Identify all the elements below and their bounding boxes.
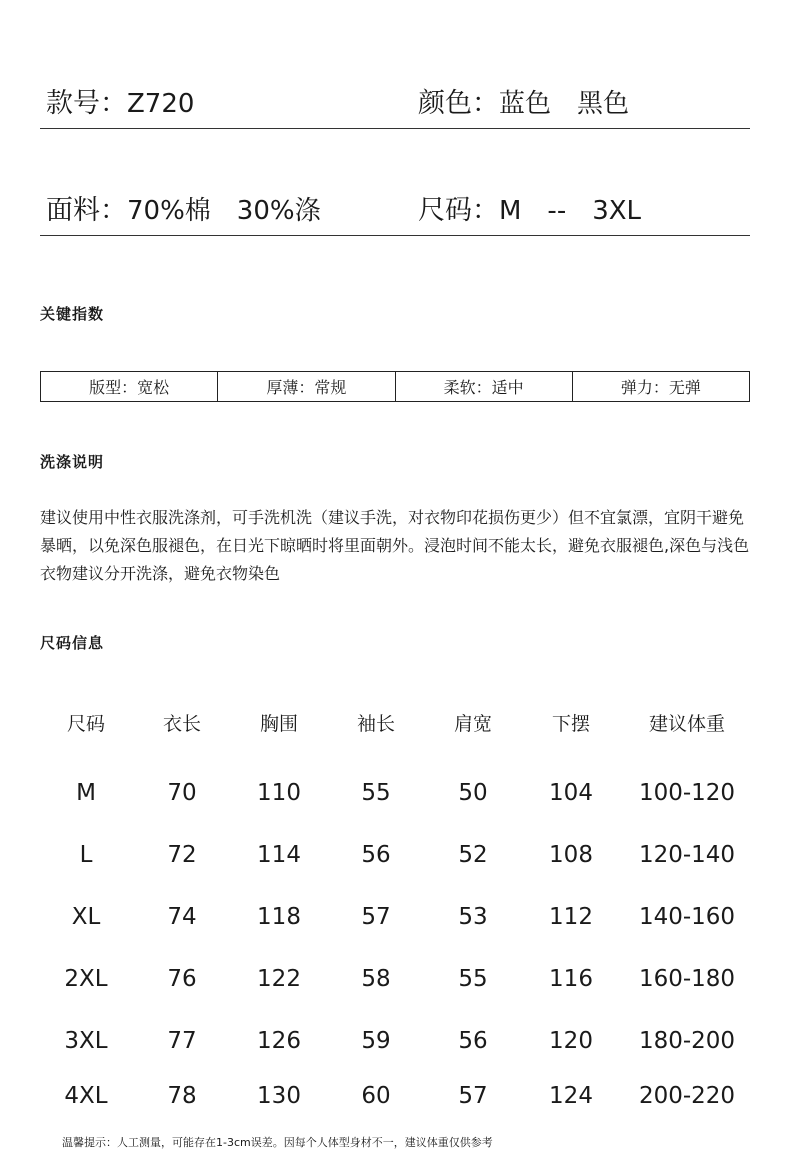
cell-hem: 116 [549, 966, 593, 992]
cell-length: 76 [167, 966, 197, 992]
color [418, 81, 629, 120]
info-row-style-color [40, 60, 750, 129]
cell-sleeve: 56 [361, 842, 391, 868]
cell-length: 78 [167, 1083, 197, 1109]
cell-chest: 118 [257, 904, 301, 930]
table-row [38, 762, 754, 824]
cell-chest: 114 [257, 842, 301, 868]
cell-chest: 126 [257, 1028, 301, 1054]
size-range-value: M -- 3XL [499, 196, 642, 226]
cell-sleeve: 55 [361, 780, 391, 806]
style-number [46, 81, 194, 120]
header-weight: 建议体重 [648, 712, 725, 735]
cell-weight: 200-220 [638, 1083, 736, 1109]
metric-fit: 版型：宽松 [89, 378, 170, 397]
cell-hem: 104 [549, 780, 593, 806]
cell-shoulder: 52 [458, 842, 488, 868]
cell-sleeve: 60 [361, 1083, 391, 1109]
size-range [418, 188, 641, 227]
header-sleeve: 袖长 [356, 712, 395, 735]
cell-weight: 100-120 [638, 780, 736, 806]
header-chest: 胸围 [259, 712, 298, 735]
table-row [38, 824, 754, 886]
cell-sleeve: 57 [361, 904, 391, 930]
wash-instructions: 建议使用中性衣服洗涤剂，可手洗机洗（建议手洗，对衣物印花损伤更少）但不宜氯漂，宜阴干避免暴晒，以免深色服褪色，在日光下晾晒时将里面朝外。浸泡时间不能太长，避免衣服褪色,深色与浅色衣物建议分开洗涤，避免衣物染色 [40, 508, 750, 583]
cell-size: 3XL [64, 1028, 108, 1054]
cell-chest: 110 [257, 780, 301, 806]
metric-softness: 柔软：适中 [395, 372, 572, 401]
cell-sleeve: 59 [361, 1028, 391, 1054]
cell-weight: 160-180 [638, 966, 736, 992]
metric-thickness: 厚薄：常规 [217, 372, 394, 401]
measurement-note: 温馨提示：人工测量，可能存在1-3cm误差。因每个人体型身材不一，建议体重仅供参考 [62, 1136, 493, 1149]
header-hem: 下摆 [551, 712, 590, 735]
size-title: 尺码信息 [40, 634, 105, 652]
cell-size: 4XL [64, 1083, 108, 1109]
cell-shoulder: 53 [458, 904, 488, 930]
cell-length: 77 [167, 1028, 197, 1054]
cell-length: 72 [167, 842, 197, 868]
style-number-value: Z720 [127, 89, 195, 119]
metrics-table [40, 371, 750, 402]
table-row [38, 886, 754, 948]
size-table-header [38, 700, 754, 744]
cell-size: 2XL [64, 966, 108, 992]
cell-hem: 120 [549, 1028, 593, 1054]
cell-shoulder: 50 [458, 780, 488, 806]
header-length: 衣长 [162, 712, 201, 735]
table-row [38, 1072, 754, 1120]
cell-chest: 130 [257, 1083, 301, 1109]
metric-elasticity: 弹力：无弹 [572, 372, 749, 401]
cell-weight: 120-140 [638, 842, 736, 868]
cell-size: L [79, 842, 93, 868]
cell-length: 70 [167, 780, 197, 806]
cell-shoulder: 55 [458, 966, 488, 992]
cell-shoulder: 57 [458, 1083, 488, 1109]
cell-length: 74 [167, 904, 197, 930]
fabric-value: 70%棉 30%涤 [127, 196, 321, 226]
table-row [38, 948, 754, 1010]
cell-hem: 108 [549, 842, 593, 868]
cell-hem: 112 [549, 904, 593, 930]
cell-weight: 180-200 [638, 1028, 736, 1054]
info-row-fabric-size [40, 170, 750, 236]
metrics-title: 关键指数 [40, 305, 105, 323]
cell-shoulder: 56 [458, 1028, 488, 1054]
cell-weight: 140-160 [638, 904, 736, 930]
cell-sleeve: 58 [361, 966, 391, 992]
header-size: 尺码 [66, 712, 105, 735]
cell-chest: 122 [257, 966, 301, 992]
fabric [46, 188, 321, 227]
cell-size: XL [71, 904, 101, 930]
color-value: 蓝色 黑色 [499, 89, 630, 119]
size-table [38, 700, 754, 1120]
color-label: 颜色： [418, 88, 499, 119]
header-shoulder: 肩宽 [453, 712, 492, 735]
fabric-label: 面料： [46, 195, 127, 226]
cell-hem: 124 [549, 1083, 593, 1109]
style-number-label: 款号： [46, 88, 127, 119]
cell-size: M [76, 780, 96, 806]
wash-title: 洗涤说明 [40, 453, 105, 471]
size-range-label: 尺码： [418, 195, 499, 226]
table-row [38, 1010, 754, 1072]
